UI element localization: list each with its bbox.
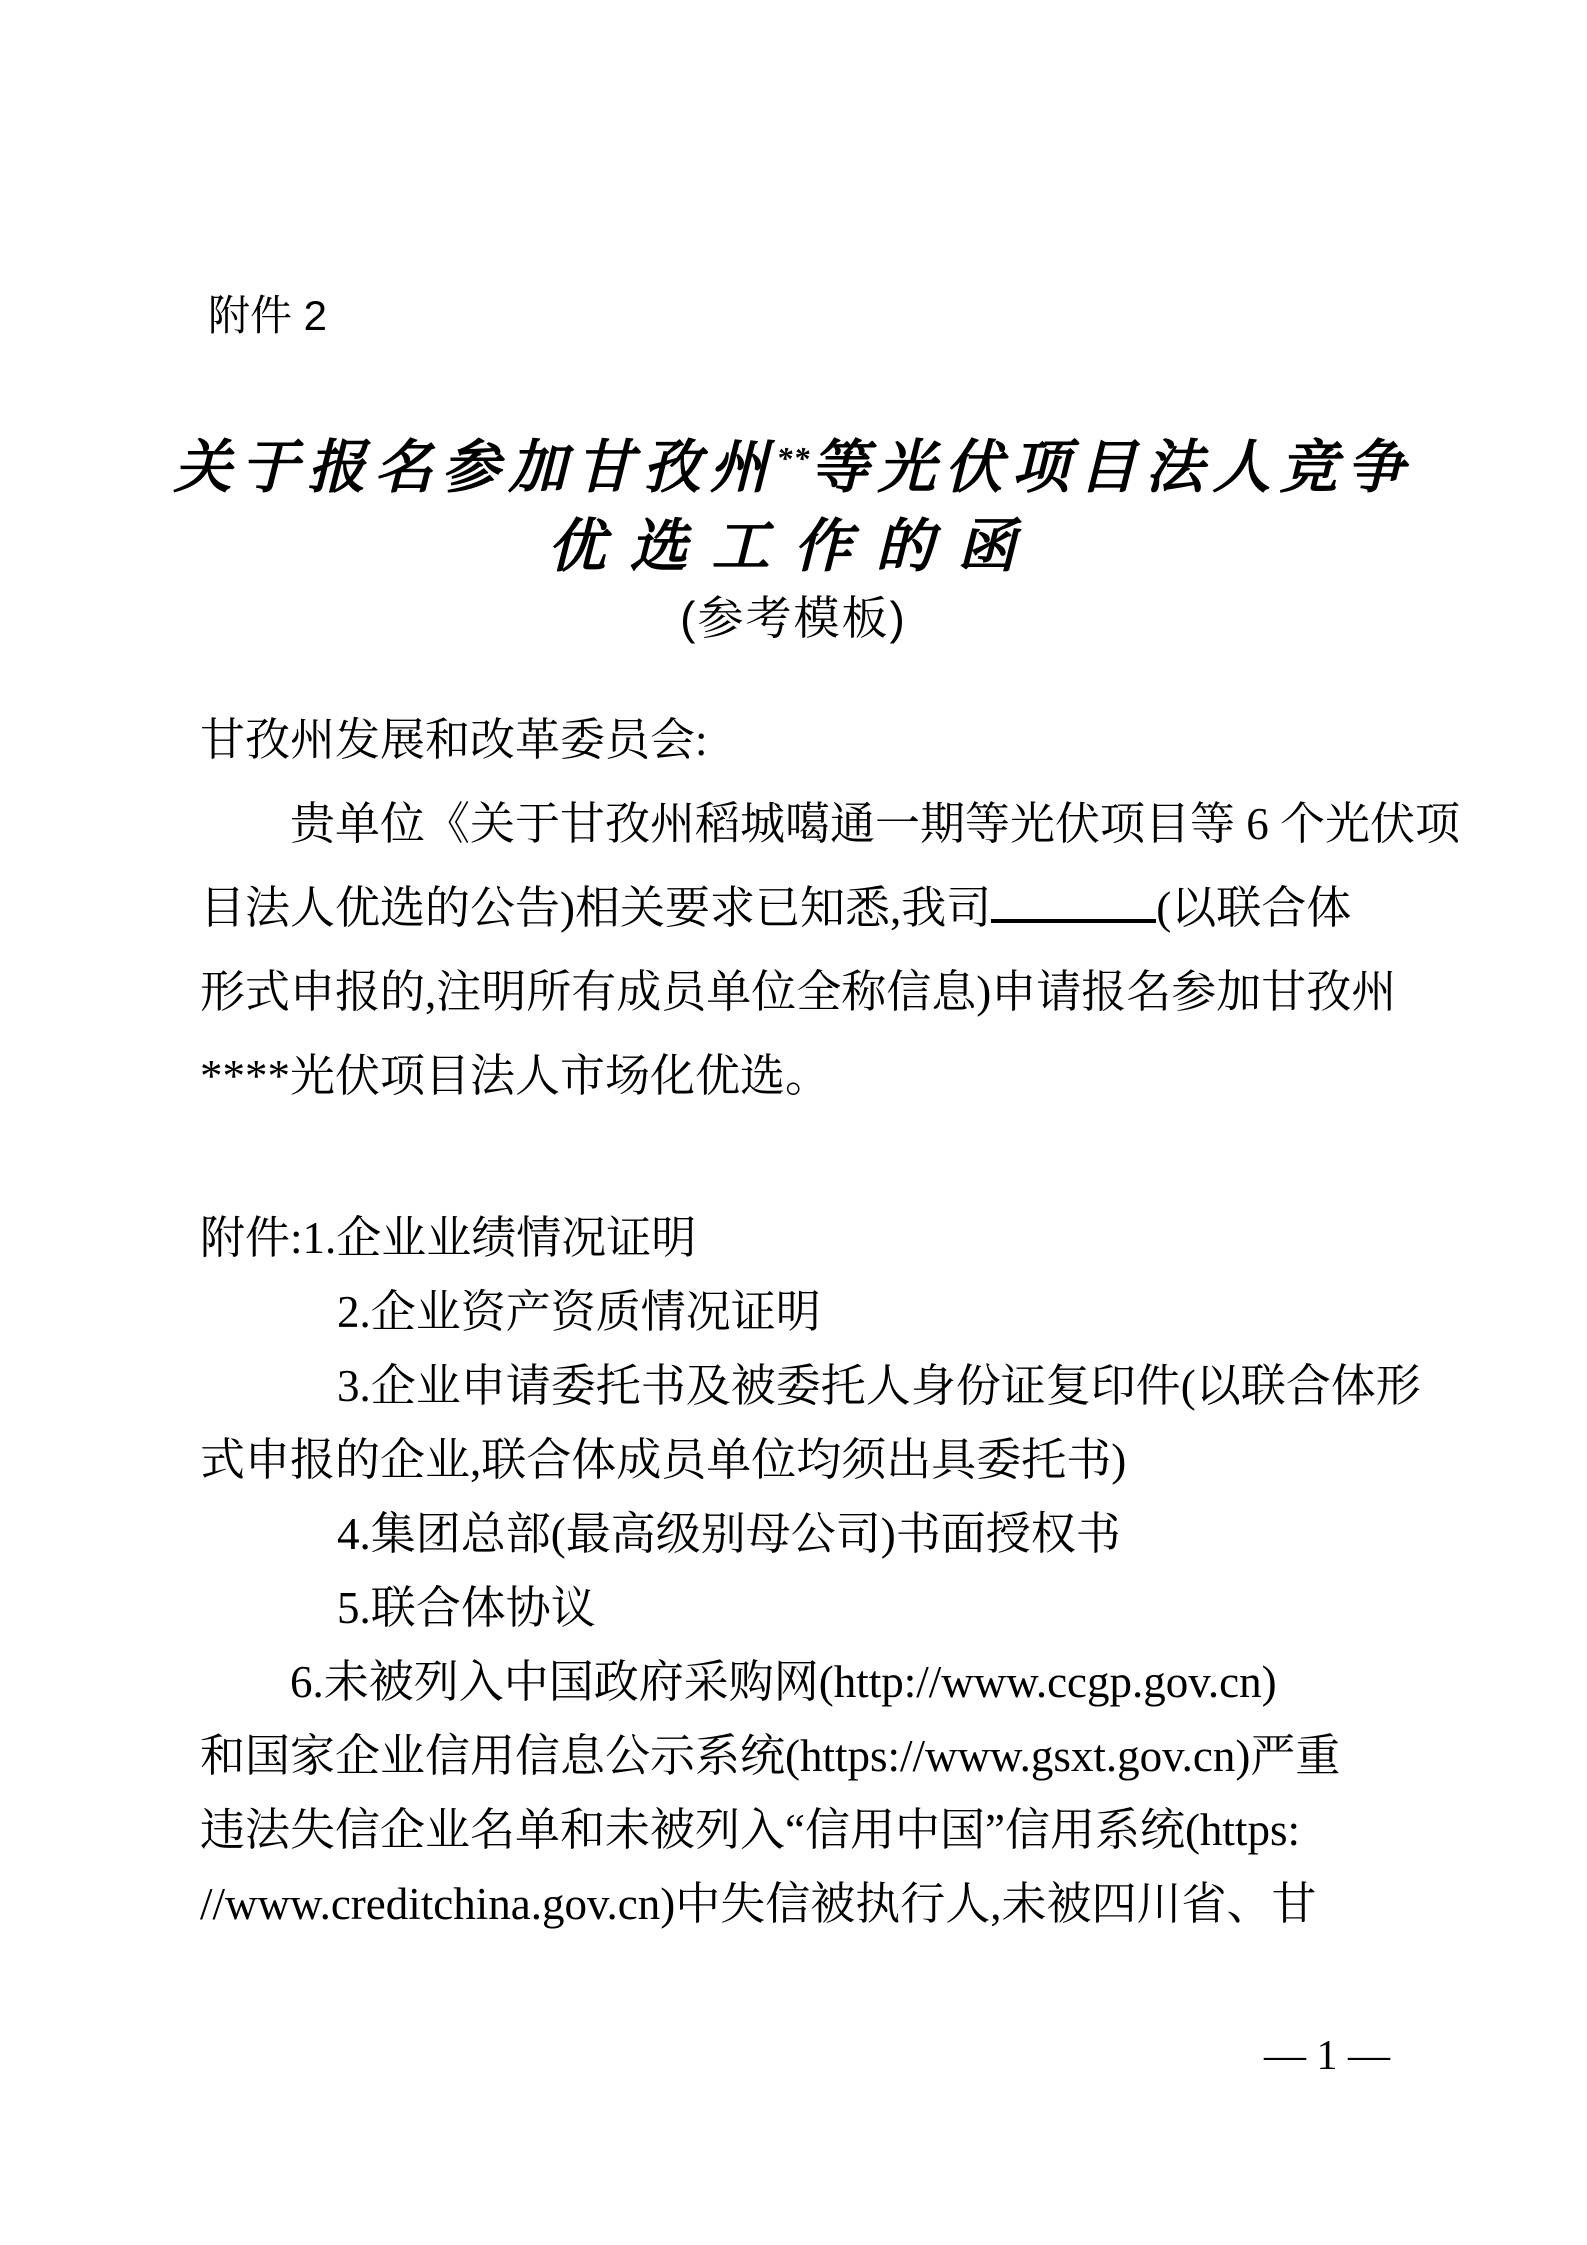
title-line-2: 优选工作的函 bbox=[547, 514, 1040, 579]
para-line-4: 形式申报的,注明所有成员单位全称信息)申请报名参加甘孜州 bbox=[200, 967, 1397, 1017]
attachment-item-6-continued-3: //www.creditchina.gov.cn)中失信被执行人,未被四川省、甘 bbox=[200, 1879, 1317, 1929]
letter-body bbox=[200, 698, 1464, 1118]
attachment-item-6-continued-1: 和国家企业信用信息公示系统(https://www.gsxt.gov.cn)严重 bbox=[200, 1731, 1341, 1781]
attachment-item-3-continued: 式申报的企业,联合体成员单位均须出具委托书) bbox=[200, 1435, 1127, 1485]
document-title bbox=[0, 415, 1587, 591]
attachments-list bbox=[200, 1201, 1464, 1941]
attachment-item-6-continued-2: 违法失信企业名单和未被列入“信用中国”信用系统(https: bbox=[200, 1805, 1300, 1855]
title-line-1 bbox=[0, 415, 1587, 503]
attachment-item-6: 6.未被列入中国政府采购网(http://www.ccgp.gov.cn) bbox=[290, 1657, 1277, 1707]
title-asterisks-superscript: ** bbox=[776, 441, 811, 476]
para-line-3-after: (以联合体 bbox=[1156, 883, 1352, 933]
attachment-number-label: 附件 2 bbox=[208, 292, 328, 339]
para-line-5: ****光伏项目法人市场化优选。 bbox=[200, 1051, 831, 1101]
attachment-item-1: 附件:1.企业业绩情况证明 bbox=[200, 1213, 697, 1263]
para-line-3 bbox=[200, 866, 1464, 950]
page-number: — 1 — bbox=[1264, 2033, 1390, 2079]
attachment-item-4: 4.集团总部(最高级别母公司)书面授权书 bbox=[337, 1509, 1121, 1559]
attachment-item-2: 2.企业资产资质情况证明 bbox=[337, 1287, 821, 1337]
title-line1-post: 等光伏项目法人竞争 bbox=[810, 435, 1414, 500]
title-line1-pre: 关于报名参加甘孜州 bbox=[173, 435, 777, 500]
subtitle-reference-template: (参考模板) bbox=[680, 592, 907, 644]
attachment-item-5: 5.联合体协议 bbox=[337, 1583, 596, 1633]
para-line-3-before: 目法人优选的公告)相关要求已知悉,我司 bbox=[200, 883, 992, 933]
para-line-2: 贵单位《关于甘孜州稻城噶通一期等光伏项目等 6 个光伏项 bbox=[290, 799, 1461, 849]
salutation: 甘孜州发展和改革委员会: bbox=[200, 715, 708, 765]
company-name-fill-in-blank bbox=[991, 879, 1156, 923]
attachment-item-3: 3.企业申请委托书及被委托人身份证复印件(以联合体形 bbox=[337, 1361, 1421, 1411]
